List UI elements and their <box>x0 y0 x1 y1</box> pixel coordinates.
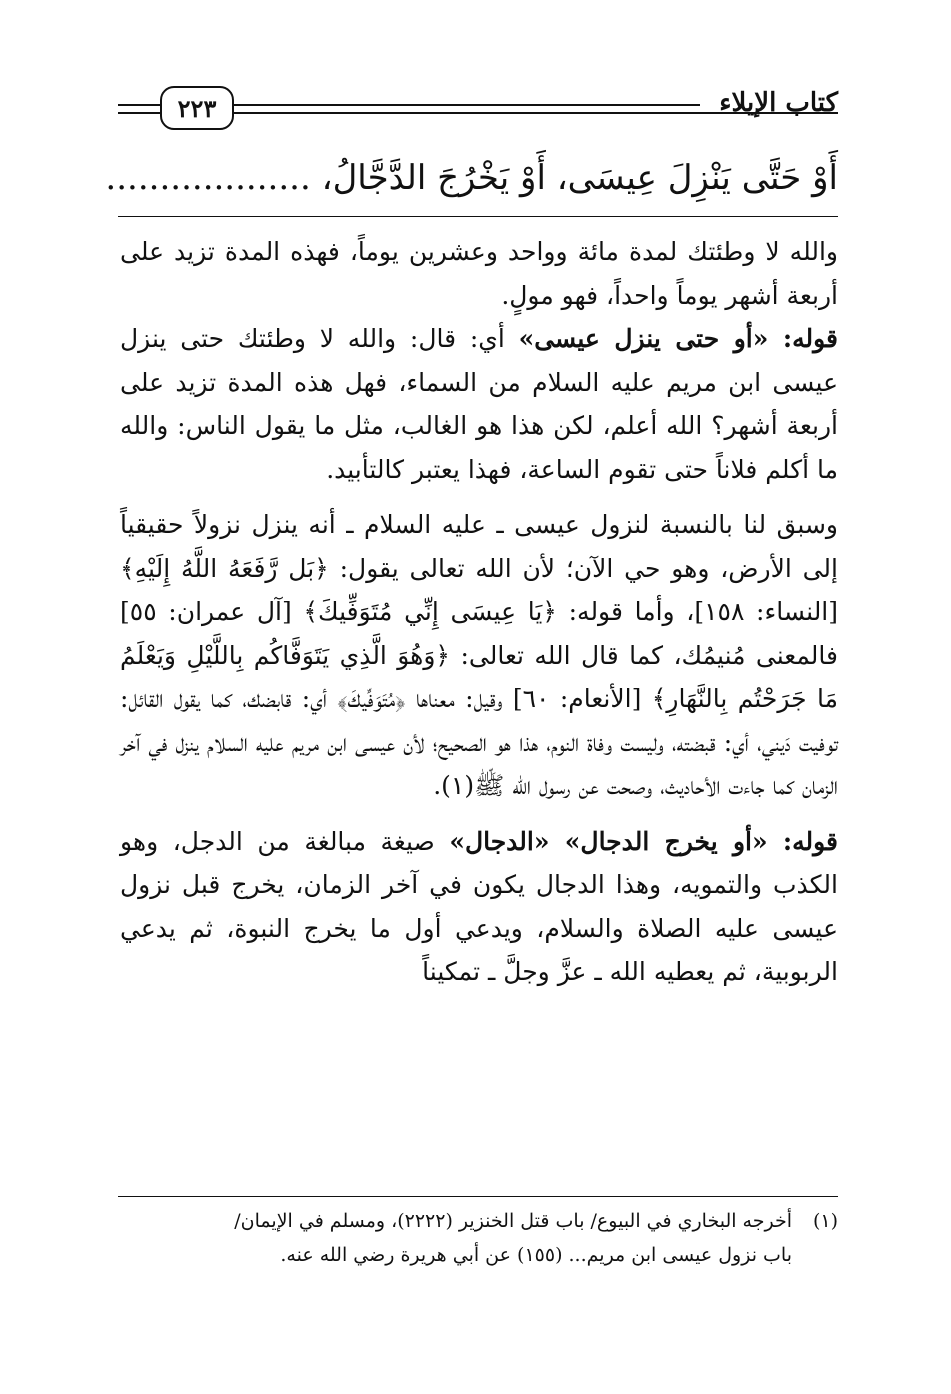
matn-dots: ................... <box>105 158 311 198</box>
page-header <box>118 82 838 142</box>
matn-verse <box>105 148 838 208</box>
paragraph-2-text: أي: قال: والله لا وطئتك حتى ينزل عيسى ابن مريم عليه السلام من السماء، فهل هذه المدة تزيد على أربعة أشهر؟ الله أعلم، لكن هذا هو الغالب، مثل ما يقول الناس: والله ما أكلم فلاناً حتى تقوم الساعة، فهذا يعتبر كالتأبيد. <box>120 324 838 484</box>
paragraph-4-lead: قوله: «أو يخرج الدجال» «الدجال» <box>449 826 838 856</box>
paragraph-4 <box>120 820 838 994</box>
footnote-line-1: أخرجه البخاري في البيوع/ باب قتل الخنزير (٢٢٢٢)، ومسلم في الإيمان/ <box>234 1210 792 1232</box>
footnote-separator <box>118 1196 838 1197</box>
header-rule-right-top <box>230 104 700 106</box>
chapter-title: كتاب الإيلاء <box>719 88 838 118</box>
matn-separator <box>118 216 838 217</box>
paragraph-4-text: صيغة مبالغة من الدجل، وهو الكذب والتمويه، وهذا الدجال يكون في آخر الزمان، يخرج قبل نزول عيسى عليه الصلاة والسلام، ويدعي أول ما يخرج النبوة، ثم يدعي الربوبية، ثم يعطيه الله ـ عزَّ وجلَّ ـ تمكيناً <box>120 826 838 986</box>
header-rule-left-top <box>118 104 160 106</box>
footnote-1 <box>120 1204 838 1238</box>
paragraph-3: وسبق لنا بالنسبة لنزول عيسى ـ عليه السلام ـ أنه ينزل نزولاً حقيقياً إلى الأرض، وهو حي الآن؛ لأن الله تعالى يقول: ﴿بَل رَّفَعَهُ اللَّهُ إِلَيْهِ﴾ [النساء: ١٥٨]، وأما قوله: ﴿يَا عِيسَى إِنِّي مُتَوَفِّيكَ﴾ [آل عمران: ٥٥] فالمعنى مُنيمُك، كما قال الله تعالى: ﴿وَهُوَ الَّذِي يَتَوَفَّاكُم بِاللَّيْلِ وَيَعْلَمُ مَا جَرَحْتُم بِالنَّهَارِ﴾ [الأنعام: ٦٠] وقيل: معناها ﴿مُتَوَفِّيكَ﴾ أي: قابضك، كما يقول القائل: توفيت دَيني، أي: قبضته، وليست وفاة النوم، هذا هو الصحيح؛ لأن عيسى ابن مريم عليه السلام ينزل في آخر الزمان كما جاءت الأحاديث، وصحت عن رسول الله ﷺ(١). <box>120 510 839 800</box>
header-rule-left-bottom <box>118 112 160 114</box>
matn-text: أَوْ حَتَّى يَنْزِلَ عِيسَى، أَوْ يَخْرُجَ الدَّجَّالُ، <box>321 158 838 198</box>
commentary-body <box>120 230 838 994</box>
footnotes <box>120 1204 838 1272</box>
footnote-number: (١) <box>812 1210 838 1232</box>
footnote-line-2: باب نزول عيسى ابن مريم... (١٥٥) عن أبي هريرة رضي الله عنه. <box>280 1244 792 1266</box>
paragraph-1: والله لا وطئتك لمدة مائة وواحد وعشرين يوماً، فهذه المدة تزيد على أربعة أشهر يوماً واحداً، فهو مولٍ. <box>120 237 838 310</box>
page-number: ٢٢٣ <box>160 86 234 130</box>
paragraph-2-lead: قوله: «أو حتى ينزل عيسى» <box>518 324 838 353</box>
paragraph-2 <box>120 317 838 491</box>
